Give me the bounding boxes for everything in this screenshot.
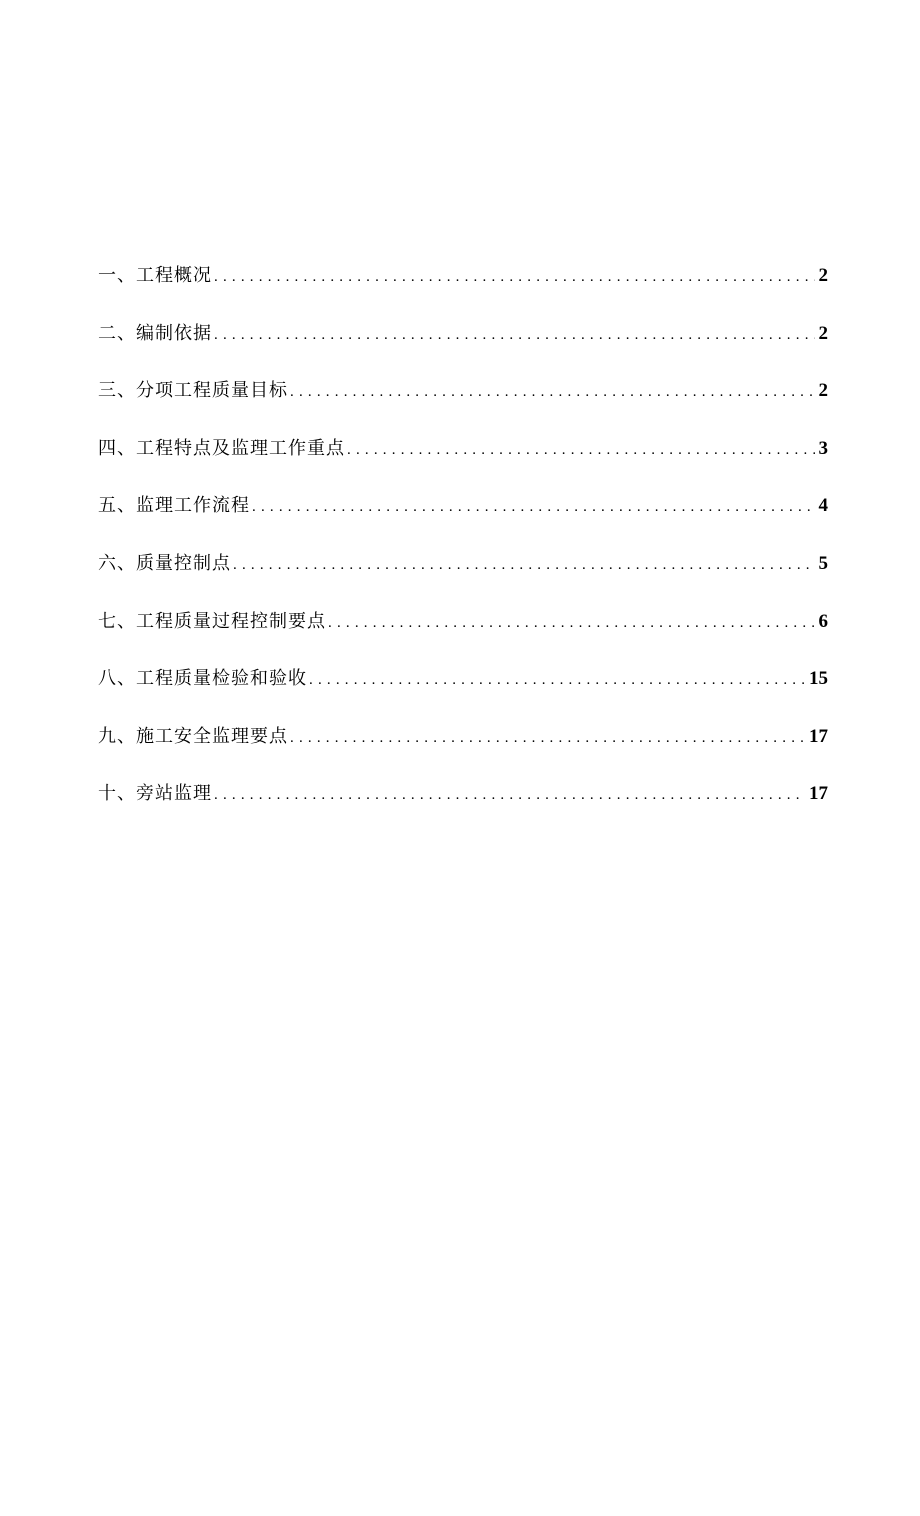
- toc-entry-title: 旁站监理: [136, 783, 212, 805]
- toc-entry[interactable]: [98, 604, 828, 662]
- toc-dot-leader: [347, 432, 815, 468]
- toc-entry-number: 二、: [98, 322, 136, 344]
- toc-dot-leader: [233, 547, 815, 583]
- toc-entry[interactable]: [98, 316, 828, 374]
- toc-dot-leader: [214, 777, 805, 813]
- toc-entry-page: 2: [818, 322, 828, 344]
- toc-entry-number: 四、: [98, 437, 136, 459]
- toc-entry-page: 3: [818, 437, 828, 459]
- toc-entry-title: 施工安全监理要点: [136, 725, 288, 747]
- toc-entry-page: 17: [809, 725, 828, 747]
- toc-dot-leader: [309, 662, 805, 698]
- toc-entry[interactable]: [98, 488, 828, 546]
- toc-dot-leader: [214, 259, 815, 295]
- toc-entry-page: 2: [818, 380, 828, 402]
- toc-entry-title: 工程特点及监理工作重点: [136, 437, 345, 459]
- toc-entry-title: 编制依据: [136, 322, 212, 344]
- toc-entry[interactable]: [98, 776, 828, 834]
- toc-entry-number: 七、: [98, 610, 136, 632]
- toc-entry[interactable]: [98, 373, 828, 431]
- toc-entry[interactable]: [98, 661, 828, 719]
- toc-entry-number: 六、: [98, 552, 136, 574]
- toc-dot-leader: [328, 605, 815, 641]
- toc-entry[interactable]: [98, 719, 828, 777]
- table-of-contents: [98, 258, 828, 834]
- toc-entry-number: 一、: [98, 265, 136, 286]
- toc-entry[interactable]: [98, 431, 828, 489]
- toc-entry-title: 工程质量检验和验收: [136, 668, 307, 690]
- toc-dot-leader: [252, 489, 815, 525]
- toc-entry-title: 分项工程质量目标: [136, 380, 288, 402]
- toc-dot-leader: [214, 317, 815, 353]
- toc-entry-number: 八、: [98, 668, 136, 690]
- toc-entry-number: 五、: [98, 495, 136, 517]
- toc-entry-page: 2: [818, 265, 828, 286]
- toc-entry-number: 九、: [98, 725, 136, 747]
- toc-dot-leader: [290, 720, 805, 756]
- toc-entry-page: 5: [818, 552, 828, 574]
- toc-entry[interactable]: [98, 258, 828, 316]
- toc-entry-title: 质量控制点: [136, 552, 231, 574]
- toc-entry-title: 工程质量过程控制要点: [136, 610, 326, 632]
- toc-entry-number: 三、: [98, 380, 136, 402]
- toc-entry-title: 工程概况: [136, 265, 212, 286]
- toc-entry-page: 6: [818, 610, 828, 632]
- toc-entry[interactable]: [98, 546, 828, 604]
- toc-entry-page: 17: [809, 783, 828, 805]
- toc-entry-number: 十、: [98, 783, 136, 805]
- toc-dot-leader: [290, 374, 815, 410]
- toc-entry-title: 监理工作流程: [136, 495, 250, 517]
- toc-entry-page: 15: [809, 668, 828, 690]
- toc-entry-page: 4: [818, 495, 828, 517]
